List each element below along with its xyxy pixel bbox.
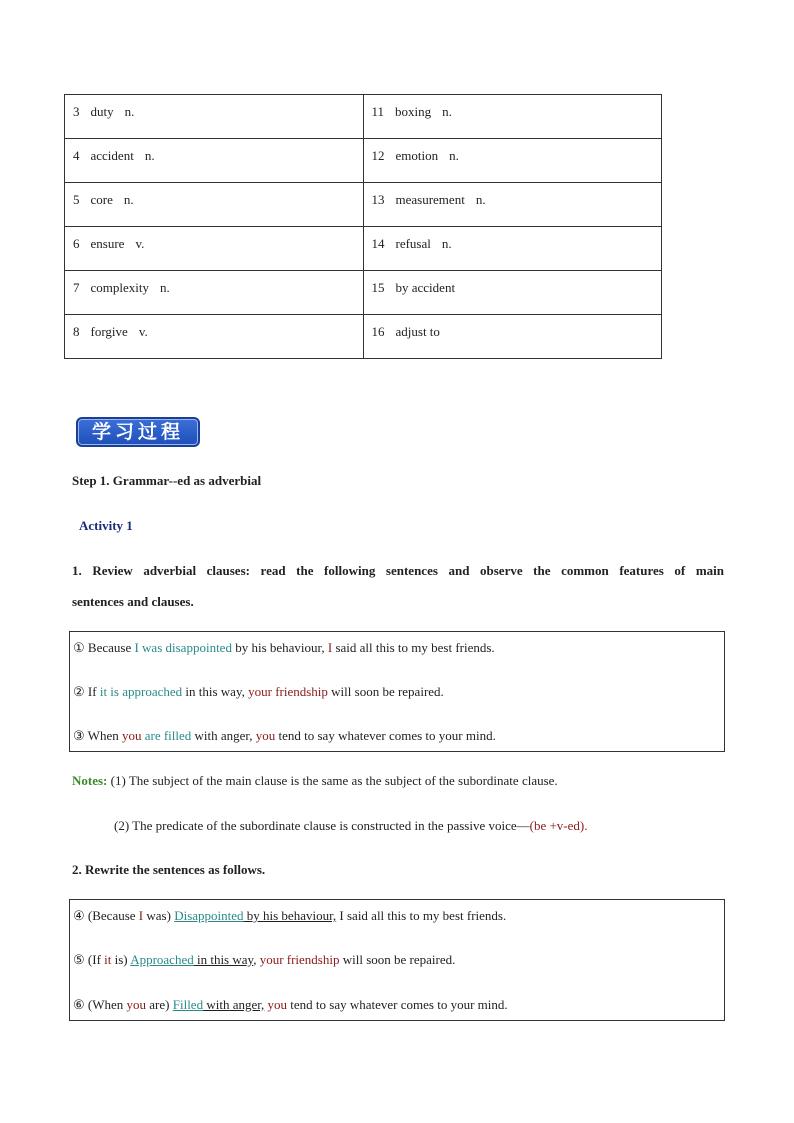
table-cell: 16 adjust to — [363, 315, 662, 359]
table-cell: 14 refusal n. — [363, 227, 662, 271]
table-cell: 12 emotion n. — [363, 139, 662, 183]
sentence-5: ⑤ (If it is) Approached in this way, your friendship will soon be repaired. — [73, 952, 456, 967]
sentence-4: ④ (Because I was) Disappointed by his behaviour, I said all this to my best friends. — [73, 908, 507, 923]
question-2: 2. Rewrite the sentences as follows. — [72, 862, 266, 877]
table-row — [65, 271, 662, 315]
sentence-6: ⑥ (When you are) Filled with anger, you tend to say whatever comes to your mind. — [73, 997, 508, 1012]
table-row — [65, 139, 662, 183]
section-badge: 学习过程 — [76, 417, 200, 447]
table-row — [65, 183, 662, 227]
step-heading: Step 1. Grammar--ed as adverbial — [72, 473, 262, 488]
table-cell: 3 duty n. — [65, 95, 364, 139]
example-box-1 — [69, 631, 725, 752]
table-cell: 4 accident n. — [65, 139, 364, 183]
example-box-2 — [69, 899, 725, 1021]
sentence-2: ② If it is approached in this way, your friendship will soon be repaired. — [73, 684, 444, 699]
question-1-line-1: 1. Review adverbial clauses: read the following sentences and observe the common features of main — [72, 563, 724, 578]
activity-heading: Activity 1 — [79, 518, 133, 533]
table-row — [65, 95, 662, 139]
table-cell: 7 complexity n. — [65, 271, 364, 315]
table-cell: 6 ensure v. — [65, 227, 364, 271]
table-cell: 13 measurement n. — [363, 183, 662, 227]
table-cell: 5 core n. — [65, 183, 364, 227]
notes-line-1: Notes: (1) The subject of the main clause is the same as the subject of the subordinate clause. — [72, 773, 558, 788]
table-row — [65, 315, 662, 359]
notes-line-2: (2) The predicate of the subordinate clause is constructed in the passive voice—(be +v-ed). — [114, 818, 588, 833]
sentence-1: ① Because I was disappointed by his behaviour, I said all this to my best friends. — [73, 640, 495, 655]
question-1-line-2: sentences and clauses. — [72, 594, 194, 609]
table-cell: 8 forgive v. — [65, 315, 364, 359]
sentence-3: ③ When you are filled with anger, you tend to say whatever comes to your mind. — [73, 728, 496, 743]
table-row — [65, 227, 662, 271]
vocabulary-table — [64, 94, 662, 359]
table-cell: 11 boxing n. — [363, 95, 662, 139]
table-cell: 15 by accident — [363, 271, 662, 315]
